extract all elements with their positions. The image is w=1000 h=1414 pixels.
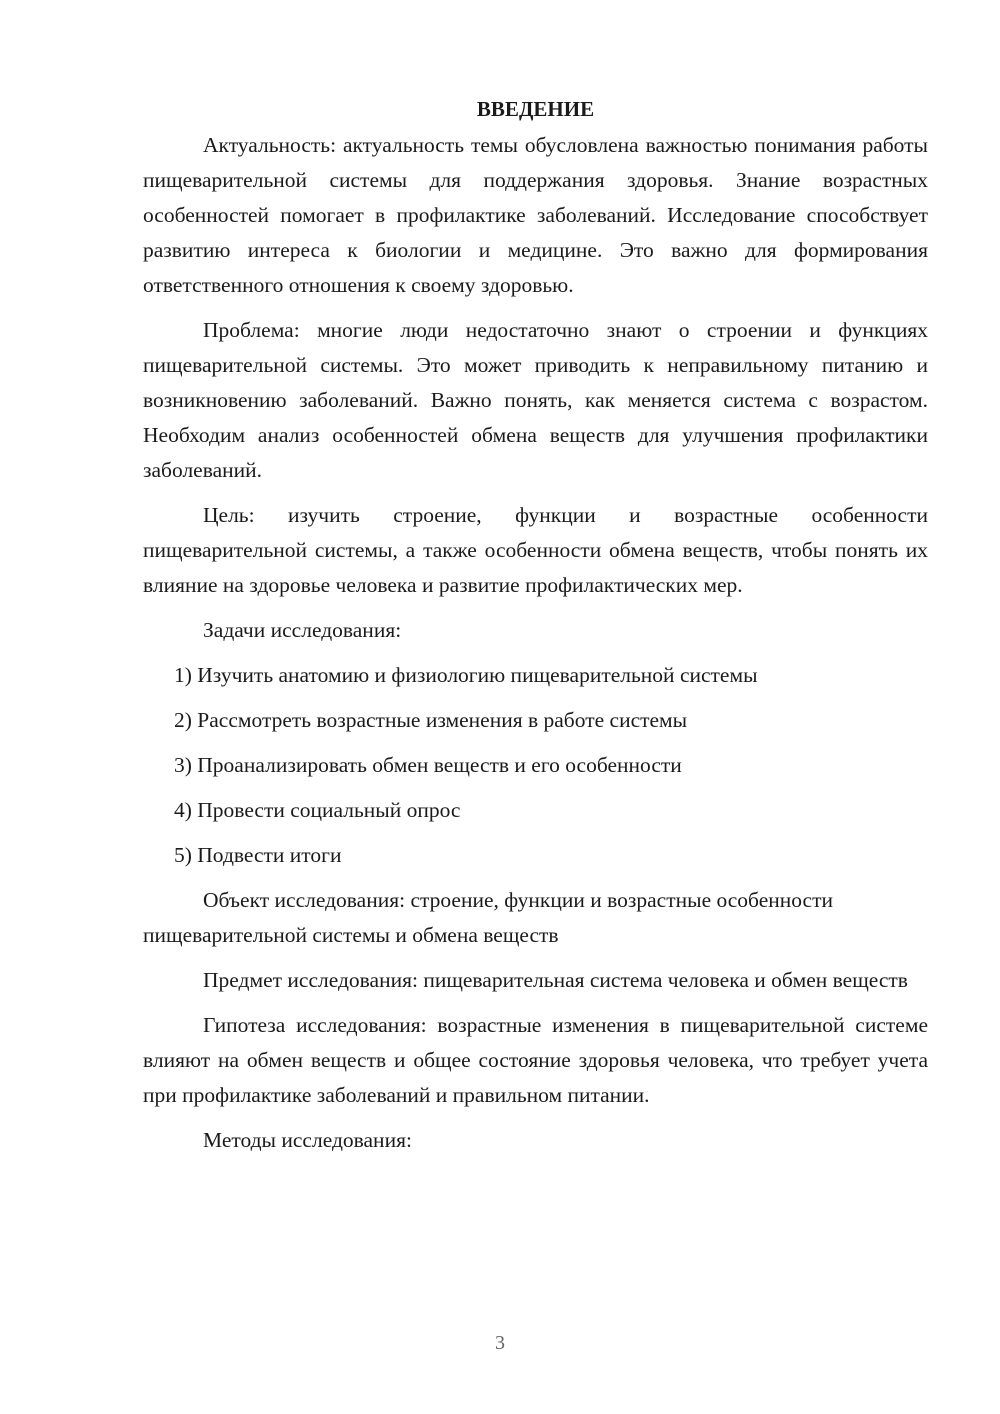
goal-paragraph: Цель: изучить строение, функции и возрастные особенности пищеварительной системы, а также особенности обмена веществ, чтобы понять их влияние на здоровье человека и развитие профилактических мер. xyxy=(143,503,928,597)
list-item: 4) Провести социальный опрос xyxy=(174,798,461,822)
tasks-list xyxy=(143,658,928,873)
tasks-heading: Задачи исследования: xyxy=(203,618,402,642)
methods-heading: Методы исследования: xyxy=(203,1128,412,1152)
page-number: 3 xyxy=(495,1332,505,1354)
relevance-paragraph: Актуальность: актуальность темы обусловлена важностью понимания работы пищеварительной системы для поддержания здоровья. Знание возрастных особенностей помогает в профилактике заболеваний. Исследование способствует развитию интереса к биологии и медицине. Это важно для формирования ответственного отношения к своему здоровью. xyxy=(143,133,928,297)
problem-paragraph: Проблема: многие люди недостаточно знают о строении и функциях пищеварительной системы. Это может приводить к неправильному питанию и возникновению заболеваний. Важно понять, как меняется система с возрастом. Необходим анализ особенностей обмена веществ для улучшения профилактики заболеваний. xyxy=(143,318,928,482)
document-page xyxy=(143,92,928,1168)
subject-paragraph: Предмет исследования: пищеварительная система человека и обмен веществ xyxy=(203,968,908,992)
list-item: 3) Проанализировать обмен веществ и его особенности xyxy=(174,753,682,777)
hypothesis-paragraph: Гипотеза исследования: возрастные изменения в пищеварительной системе влияют на обмен веществ и общее состояние здоровья человека, что требует учета при профилактике заболеваний и правильном питании. xyxy=(143,1013,928,1107)
list-item: 5) Подвести итоги xyxy=(174,843,342,867)
object-paragraph: Объект исследования: строение, функции и возрастные особенности пищеварительной системы и обмена веществ xyxy=(143,888,833,947)
section-title: ВВЕДЕНИЕ xyxy=(476,97,595,121)
list-item: 1) Изучить анатомию и физиологию пищеварительной системы xyxy=(174,663,758,687)
list-item: 2) Рассмотреть возрастные изменения в работе системы xyxy=(174,708,688,732)
